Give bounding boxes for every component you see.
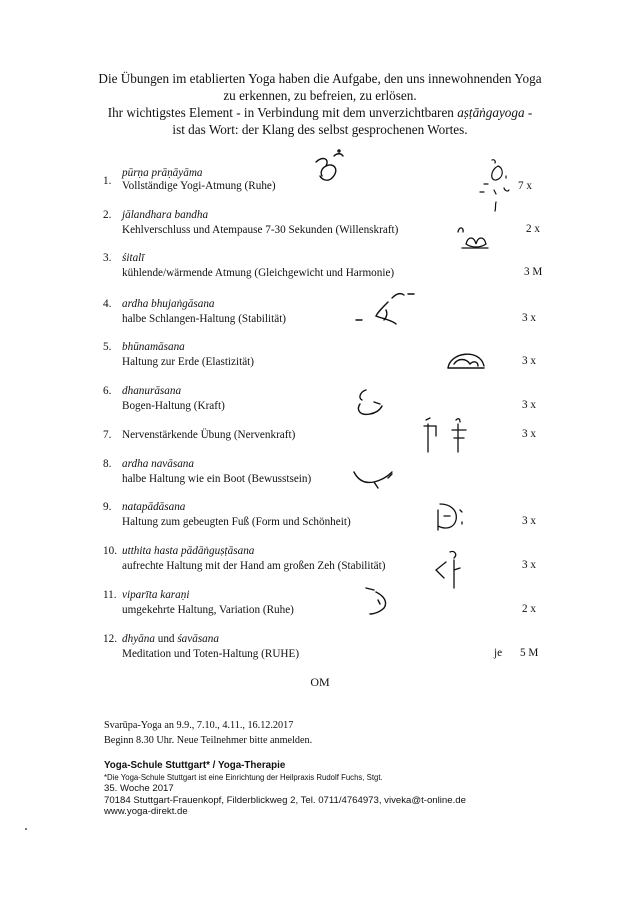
exercise-description: Nervenstärkende Übung (Nervenkraft) xyxy=(122,429,296,441)
exercise-2-count: 2 x xyxy=(526,223,540,235)
exercise-number: 7. xyxy=(103,429,112,441)
footer-note: *Die Yoga-Schule Stuttgart ist eine Einrichtung der Heilpraxis Rudolf Fuchs, Stgt. xyxy=(104,772,383,782)
footer-website: www.yoga-direkt.de xyxy=(104,806,188,817)
exercise-number: 1. xyxy=(103,175,112,187)
intro-line-3-end: - xyxy=(524,105,533,120)
intro-line-2: zu erkennen, zu befreien, zu erlösen. xyxy=(223,88,417,103)
exercise-6-count: 3 x xyxy=(522,399,536,411)
footer-week: 35. Woche 2017 xyxy=(104,783,174,794)
exercise-name: natapādāsana xyxy=(122,501,186,513)
intro-line-3 xyxy=(40,104,600,121)
exercise-name-join: und xyxy=(154,633,178,645)
om-closing: OM xyxy=(310,675,330,689)
exercise-name: utthita hasta pādāṅguṣṭāsana xyxy=(122,545,255,557)
inverted-pose-figure-icon xyxy=(360,584,404,618)
exercise-number: 8. xyxy=(103,458,112,470)
intro-line-1: Die Übungen im etablierten Yoga haben die Aufgabe, den uns innewohnenden Yoga xyxy=(98,71,542,86)
breathing-figure-icon xyxy=(478,156,518,216)
exercise-number: 6. xyxy=(103,385,112,397)
footer-address: 70184 Stuttgart-Frauenkopf, Filderblickweg 2, Tel. 0711/4764973, viveka@t-online.de xyxy=(104,794,466,806)
exercise-name-dhyana: dhyāna xyxy=(122,633,155,645)
exercise-number: 12. xyxy=(103,633,117,645)
exercise-name: pūrṇa prāṇāyāma xyxy=(122,167,203,179)
exercise-12-count: 5 M xyxy=(520,647,539,659)
exercise-description: Kehlverschluss und Atempause 7-30 Sekunden (Willenskraft) xyxy=(122,224,399,236)
exercise-number: 2. xyxy=(103,209,112,221)
exercise-name: bhūnamāsana xyxy=(122,341,185,353)
exercise-description: Bogen-Haltung (Kraft) xyxy=(122,400,225,412)
exercise-number: 5. xyxy=(103,341,112,353)
exercise-4-count: 3 x xyxy=(522,312,536,324)
bow-pose-figure-icon xyxy=(350,386,390,420)
exercise-7-count: 3 x xyxy=(522,428,536,440)
exercise-description: halbe Haltung wie ein Boot (Bewusstsein) xyxy=(122,473,312,485)
exercise-name xyxy=(122,632,219,647)
exercise-name-savasana: śavāsana xyxy=(177,633,219,645)
exercise-5-count: 3 x xyxy=(522,355,536,367)
exercise-name: ardha bhujaṅgāsana xyxy=(122,298,215,310)
intro-term-astangayoga: aṣṭāṅgayoga xyxy=(457,105,525,120)
nerve-exercise-figure-icon xyxy=(420,416,474,456)
intro-line-3-start: Ihr wichtigstes Element - in Verbindung mit dem unverzichtbaren xyxy=(107,105,458,120)
schedule-start-time: Beginn 8.30 Uhr. Neue Teilnehmer bitte anmelden. xyxy=(104,735,313,746)
footer-title: Yoga-Schule Stuttgart* / Yoga-Therapie xyxy=(104,760,286,771)
exercise-description: Haltung zur Erde (Elastizität) xyxy=(122,356,255,368)
exercise-name: viparīta karaṇi xyxy=(122,589,190,601)
exercise-description: umgekehrte Haltung, Variation (Ruhe) xyxy=(122,604,294,616)
exercise-name: jālandhara bandha xyxy=(122,209,209,221)
exercise-number: 4. xyxy=(103,298,112,310)
exercise-11-count: 2 x xyxy=(522,603,536,615)
footer xyxy=(104,760,466,818)
exercise-name: ardha navāsana xyxy=(122,458,194,470)
exercise-description: Meditation und Toten-Haltung (RUHE) xyxy=(122,648,300,660)
seated-lotus-figure-icon xyxy=(452,222,492,252)
schedule-dates: Svarūpa-Yoga an 9.9., 7.10., 4.11., 16.12.2017 xyxy=(104,720,294,731)
bent-foot-figure-icon xyxy=(428,500,468,540)
exercise-description: aufrechte Haltung mit der Hand am großen Zeh (Stabilität) xyxy=(122,560,386,572)
exercise-description: kühlende/wärmende Atmung (Gleichgewicht und Harmonie) xyxy=(122,267,395,279)
exercise-1-count: 7 x xyxy=(518,180,532,192)
exercise-name: dhanurāsana xyxy=(122,385,182,397)
exercise-name: śitalī xyxy=(122,252,145,264)
exercise-number: 11. xyxy=(103,589,117,601)
standing-toe-hold-figure-icon xyxy=(432,548,472,592)
intro-line-4: ist das Wort: der Klang des selbst gesprochenen Wortes. xyxy=(172,122,468,137)
half-cobra-figure-icon xyxy=(352,288,422,328)
exercise-description: Vollständige Yogi-Atmung (Ruhe) xyxy=(122,180,276,192)
exercise-description: Haltung zum gebeugten Fuß (Form und Schönheit) xyxy=(122,516,351,528)
exercise-12-count-prefix: je xyxy=(494,647,503,659)
exercise-3-count: 3 M xyxy=(524,266,543,278)
intro-text xyxy=(40,70,600,138)
scan-mark xyxy=(25,828,27,830)
exercise-number: 3. xyxy=(103,252,112,264)
earth-pose-figure-icon xyxy=(444,344,488,372)
exercise-number: 10. xyxy=(103,545,117,557)
exercise-number: 9. xyxy=(103,501,112,513)
exercise-description: halbe Schlangen-Haltung (Stabilität) xyxy=(122,313,287,325)
exercise-10-count: 3 x xyxy=(522,559,536,571)
om-symbol-with-breath-icon xyxy=(310,148,350,188)
schedule xyxy=(104,718,312,748)
exercise-9-count: 3 x xyxy=(522,515,536,527)
half-boat-figure-icon xyxy=(352,462,396,490)
